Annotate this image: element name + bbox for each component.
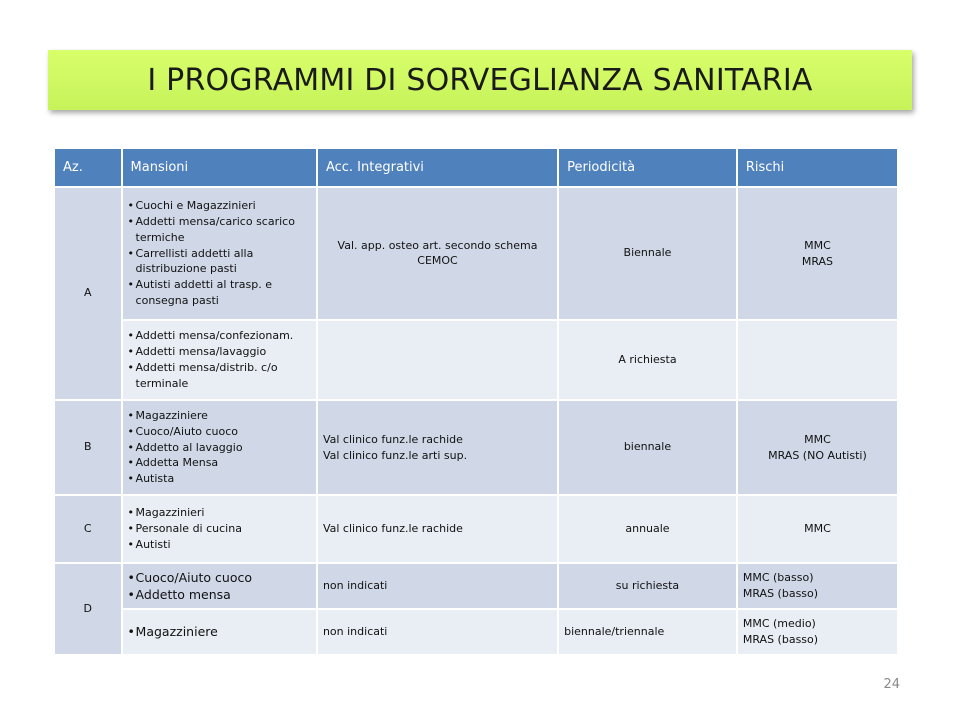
mansioni-cell	[122, 320, 317, 400]
rischi-cell	[737, 609, 898, 655]
mansioni-list	[128, 569, 311, 604]
list-item: • Cuochi e Magazzinieri	[128, 198, 311, 214]
mansioni-cell	[122, 563, 317, 609]
mansioni-list	[128, 408, 311, 488]
table-row	[54, 400, 898, 495]
az-cell-b: B	[54, 400, 122, 495]
rischi-line: MRAS (basso)	[742, 587, 819, 600]
mansioni-cell	[122, 609, 317, 655]
header-periodicita: Periodicità	[558, 148, 737, 187]
az-cell-d: D	[54, 563, 122, 655]
mansioni-cell	[122, 495, 317, 563]
list-item: • Addetti mensa/confezionam.	[128, 328, 311, 344]
mansioni-list	[128, 328, 311, 392]
rischi-line: MRAS	[801, 254, 834, 268]
header-acc-integrativi: Acc. Integrativi	[317, 148, 558, 187]
rischi-line: MMC (medio)	[742, 617, 816, 631]
acc-cell	[317, 400, 558, 495]
mansioni-cell	[122, 187, 317, 320]
mansioni-list	[128, 623, 311, 641]
header-az: Az.	[54, 148, 122, 187]
az-cell-a: A	[54, 187, 122, 400]
rischi-cell	[737, 400, 898, 495]
list-item: • Addetti mensa/carico scarico termiche	[128, 214, 311, 246]
periodicita-cell: su richiesta	[558, 563, 737, 609]
list-item: • Cuoco/Aiuto cuoco	[128, 424, 311, 440]
list-item: • Personale di cucina	[128, 521, 311, 537]
table-row	[54, 187, 898, 320]
periodicita-cell: annuale	[558, 495, 737, 563]
list-item: • Autista	[128, 471, 311, 487]
surveillance-table	[53, 147, 899, 656]
rischi-cell	[737, 187, 898, 320]
periodicita-cell: biennale/triennale	[558, 609, 737, 655]
mansioni-list	[128, 505, 311, 553]
rischi-cell	[737, 320, 898, 400]
list-item: • Cuoco/Aiuto cuoco	[128, 569, 311, 587]
title-banner	[48, 50, 912, 110]
list-item: • Addetto mensa	[128, 586, 311, 604]
list-item: • Carrellisti addetti alla distribuzione pasti	[128, 246, 311, 278]
acc-cell: Val. app. osteo art. secondo schema CEMOC	[317, 187, 558, 320]
list-item: • Magazziniere	[128, 408, 311, 424]
list-item: • Addetti mensa/lavaggio	[128, 344, 311, 360]
list-item: • Addetto al lavaggio	[128, 440, 311, 456]
az-cell-c: C	[54, 495, 122, 563]
header-rischi: Rischi	[737, 148, 898, 187]
list-item: • Addetti mensa/distrib. c/o terminale	[128, 360, 311, 392]
table-row	[54, 495, 898, 563]
periodicita-cell: A richiesta	[558, 320, 737, 400]
rischi-line: MMC (basso)	[742, 571, 814, 585]
rischi-line: MRAS (basso)	[742, 633, 819, 646]
table-row	[54, 320, 898, 400]
table-header-row	[54, 148, 898, 187]
list-item: • Magazzinieri	[128, 505, 311, 521]
rischi-line: MMC	[804, 238, 831, 252]
mansioni-list	[128, 198, 311, 310]
list-item: • Autisti addetti al trasp. e consegna pasti	[128, 277, 311, 309]
mansioni-cell	[122, 400, 317, 495]
list-item: • Magazziniere	[128, 623, 311, 641]
slide-title: I PROGRAMMI DI SORVEGLIANZA SANITARIA	[147, 62, 813, 98]
acc-line: Val clinico funz.le arti sup.	[322, 448, 468, 462]
table-row	[54, 563, 898, 609]
rischi-cell	[737, 563, 898, 609]
acc-line: Val clinico funz.le rachide	[322, 432, 463, 446]
periodicita-cell: biennale	[558, 400, 737, 495]
acc-cell: Val clinico funz.le rachide	[317, 495, 558, 563]
acc-cell: non indicati	[317, 609, 558, 655]
acc-cell	[317, 320, 558, 400]
table-row	[54, 609, 898, 655]
periodicita-cell: Biennale	[558, 187, 737, 320]
page-number: 24	[883, 677, 900, 692]
list-item: • Addetta Mensa	[128, 455, 311, 471]
rischi-line: MMC	[804, 432, 831, 446]
list-item: • Autisti	[128, 537, 311, 553]
header-mansioni: Mansioni	[122, 148, 317, 187]
rischi-cell: MMC	[737, 495, 898, 563]
acc-cell: non indicati	[317, 563, 558, 609]
rischi-line: MRAS (NO Autisti)	[768, 448, 867, 462]
